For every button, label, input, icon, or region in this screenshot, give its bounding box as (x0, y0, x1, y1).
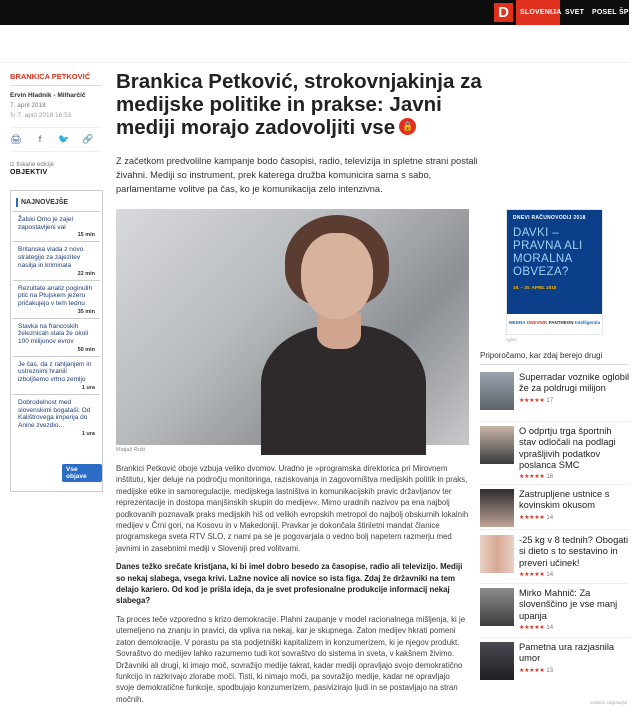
date-updated (10, 111, 102, 119)
sponsor-logo: MEDRA (509, 320, 526, 325)
recommended-title[interactable]: Mirko Mahnič: Za slovenščino je vse manj upanja (519, 588, 618, 621)
recommended-item[interactable] (480, 426, 629, 480)
list-item-time: 1 ura (81, 430, 95, 437)
rating (519, 623, 631, 634)
article-paragraph: Brankici Petković oboje vzbuja veliko dvomov. Uradno je »programska direktorica pri Mirovnem inštitutu, kjer deluje na področju monitoringa, raziskovanja in zagovorništva medijskih politik in praks, medijske etike in samoregulacije, medijskega lastništva in komunikacijskih pravic državljanov ter reprezentacije in dostopa manjšinskih skupin do medijev«. Mimo uradnih nazivov pa ena najbolj podkovanih poznavalk praks medijskih hiš od velikih evropskih metropol do najbolj obskurnih lokalnih medijev v Črni gori, na Kosovu in v Makedoniji. Pravkar je dokončala štiriletni mandat članice programskega sveta RTV SLO, z nami pa se je pogovarjala o vedno bolj napetem razmerju med javnimi in zasebnimi mediji v Sloveniji pred volitvami. (116, 464, 469, 553)
nav-item-slovenija[interactable]: SLOVENIJA (516, 0, 560, 25)
rating (519, 472, 631, 483)
latest-news-box (10, 190, 103, 492)
recommended-text (519, 535, 631, 581)
nav-item-posel[interactable]: POSEL (592, 9, 617, 16)
recommended-item[interactable] (480, 588, 629, 642)
list-item-title[interactable]: Stavka na francoskih železnicah stala že okoli 100 milijonov evrov (18, 322, 89, 346)
content-provider-label: vsebinu zagotavlja (590, 700, 628, 705)
nav-item-svet[interactable]: SVET (565, 9, 585, 16)
list-item-title[interactable]: Rezultate analiz poginulih ptic na Ptujskem jezeru pričakujejo v tem tednu (18, 284, 93, 307)
rating-stars: ★★★★★ (519, 474, 545, 481)
rating-stars: ★★★★★ (519, 667, 545, 674)
rating-stars: ★★★★★ (519, 624, 545, 631)
sponsor-logo: Intelligentia (574, 320, 600, 325)
header-accent-bar (16, 198, 18, 207)
list-item[interactable] (13, 280, 100, 318)
recommended-text (519, 372, 631, 407)
list-item[interactable] (13, 241, 100, 279)
photo-credit: Ervin Hladnik - Milharčič (10, 92, 86, 99)
recommended-item[interactable] (480, 642, 629, 696)
recommended-text (519, 642, 631, 677)
recommended-thumbnail[interactable] (480, 372, 514, 410)
list-item-title[interactable]: Britanska vlada z novo strategijo za zajezitev nasilja in kriminala (18, 246, 84, 269)
article-title-text: Brankica Petković, strokovnjakinja za medijske politike in prakse: Javni mediji morajo zadovoljiti vse (116, 70, 482, 139)
sponsor-logo: DNEVNIK (526, 320, 548, 325)
recommended-title[interactable]: O odprtju trga športnih stav odločali na podlagi vprašljivih podatkov poslanca SMC (519, 426, 616, 470)
recommended-text (519, 489, 631, 524)
rating-stars: ★★★★★ (519, 571, 545, 578)
author-name-link[interactable]: BRANKICA PETKOVIĆ (10, 72, 102, 86)
article-body (116, 463, 470, 712)
subheader-area (0, 25, 629, 63)
nav-item-sport[interactable]: ŠPO (619, 9, 634, 16)
rating (519, 396, 631, 407)
ad-kicker: DNEVI RAČUNOVODIJ 2018 (513, 215, 586, 221)
list-item-title[interactable]: Žalski Omo je zajel zapostavljeni val (18, 216, 73, 231)
list-item[interactable] (13, 211, 100, 241)
divider (480, 583, 629, 584)
rating (519, 666, 631, 677)
date-updated-text: 7. april 2018 16:53 (17, 111, 72, 119)
edition-label: Iz tiskane edicije (10, 162, 55, 168)
rating-stars: ★★★★★ (519, 514, 545, 521)
facebook-icon[interactable]: f (38, 134, 42, 144)
rating-stars: ★★★★★ (519, 397, 545, 404)
rating-count: 14 (546, 571, 554, 578)
recommended-item[interactable] (480, 372, 629, 426)
rating-count: 13 (546, 667, 554, 674)
portrait-face (301, 233, 373, 319)
recommended-thumbnail[interactable] (480, 489, 514, 527)
ad-dates: 19. – 20. APRIL 2018 (513, 285, 557, 290)
list-item-time: 50 min (77, 346, 95, 353)
lock-icon: 🔒 (399, 118, 416, 135)
recommended-title[interactable]: Superradar voznike oglobil že za poldrugi milijon (519, 372, 630, 394)
all-posts-button[interactable]: Vse objave (62, 464, 102, 482)
recommended-item[interactable] (480, 535, 629, 589)
recommended-thumbnail[interactable] (480, 588, 514, 626)
sponsor-logo: PANTHEON (548, 320, 574, 325)
recommended-thumbnail[interactable] (480, 426, 514, 464)
dnevnik-logo[interactable]: D (494, 3, 513, 22)
list-item[interactable] (13, 318, 100, 356)
list-item[interactable] (13, 394, 100, 440)
divider (480, 637, 629, 638)
article-question: Danes težko srečate kristjana, ki bi imel dobro besedo za časopise, radio ali televizijo. Mediji so nekaj slabega, vsega krivi. Lažne novice ali novice so ista figa. Zdaj že državniki na tem delajo kariero. Od kod je prišla ideja, da je svet profesionalne produkcije informacij nekaj slabega? (116, 562, 463, 606)
ad-banner-panel (507, 210, 602, 314)
ad-sponsors (507, 314, 602, 325)
rating (519, 513, 631, 524)
rating-count: 17 (546, 397, 554, 404)
list-item[interactable] (13, 356, 100, 394)
article-lead: Z začetkom predvolilne kampanje bodo časopisi, radio, televizija in spletne strani postali živahni. Mediji so instrument, prek katerega družba komunicira sama s sabo, parlamentarne volitve pa čas, ko je komunikacija zelo intenzivna. (116, 156, 478, 194)
recommended-text (519, 588, 631, 634)
link-icon[interactable]: 🔗 (82, 134, 94, 144)
top-navigation-bar (0, 0, 634, 25)
ad-banner[interactable] (506, 209, 603, 335)
rating-count: 14 (546, 514, 554, 521)
edition-name[interactable]: OBJEKTIV (10, 169, 48, 176)
list-item-title[interactable]: Je čas, da z rahljanjem in ustreznimi hranili izboljšemo vrtno zemljo (18, 360, 92, 384)
refresh-icon: ↻ (10, 112, 16, 119)
latest-news-header (11, 191, 102, 211)
list-item-time: 15 min (77, 232, 95, 239)
divider (480, 364, 629, 365)
divider (480, 421, 629, 422)
print-icon[interactable]: 🖨 (10, 134, 22, 144)
article-paragraph: Ta proces teče vzporedno s krizo demokracije. Plahni zaupanje v model racionalnega mišljenja, ki je utemeljeno na znanju in pravici, da vpliva na nekaj, kar je skupnega. Zaton medijev hkrati pomeni zaton demokracije. V porastu pa sta podjetniški kapitalizem in konzumerizem, ki je njegov produkt. Sovraštvo do medijev lahko razumemo tudi kot sovraštvo do sistema in sveta, v kakšnem živimo. Državniki ali drugi, ki imajo moč, sovražijo medije takrat, kadar mediji opravljajo svojo demokratično funkcijo in razkrivajo zlorabe moči. Tisti, ki nimajo moči, pa sovražijo medije, kadar ne opravljajo svoje demokratične funkcije, spodbujajo konzumerizem, pasivizirajo ljudi in se postavljajo na stran močnih. (116, 614, 466, 704)
latest-news-title: NAJNOVEJŠE (21, 199, 69, 206)
ad-label: oglas (506, 337, 517, 342)
recommended-title[interactable]: -25 kg v 8 tednih? Obogati si dieto s to sestavino in preveri učinek! (519, 535, 629, 568)
twitter-icon[interactable]: 🐦 (58, 134, 70, 144)
list-item-time: 22 min (77, 270, 95, 277)
share-bar (10, 127, 102, 152)
rating (519, 570, 631, 581)
recommended-title[interactable]: Zastrupljene ustnice s kovinskim okusom (519, 489, 610, 511)
article-main-photo[interactable] (116, 209, 469, 445)
recommended-title[interactable]: Pametna ura razjasnila umor (519, 642, 615, 664)
list-item-time: 35 min (77, 308, 95, 315)
ad-headline: DAVKI – PRAVNA ALI MORALNA OBVEZA? (513, 227, 583, 278)
divider (480, 484, 629, 485)
recommended-text (519, 426, 631, 483)
recommended-header: Priporočamo, kar zdaj berejo drugi (480, 351, 603, 360)
date-published: 7. april 2018 (10, 102, 46, 109)
recommended-thumbnail[interactable] (480, 642, 514, 680)
divider (480, 529, 629, 530)
recommended-thumbnail[interactable] (480, 535, 514, 573)
article-meta-sidebar (10, 72, 102, 176)
list-item-time: 1 ura (81, 384, 95, 391)
portrait-figure (261, 215, 426, 447)
list-item-title[interactable]: Dobrodelnost med slovenskimi bogataši: Od Kalištrovega imperija do Anine zvezdio… (18, 398, 91, 429)
article-title (116, 70, 488, 139)
rating-count: 14 (546, 624, 554, 631)
rating-count: 16 (546, 474, 554, 481)
photo-caption: Matjaž Rušt (116, 447, 146, 453)
